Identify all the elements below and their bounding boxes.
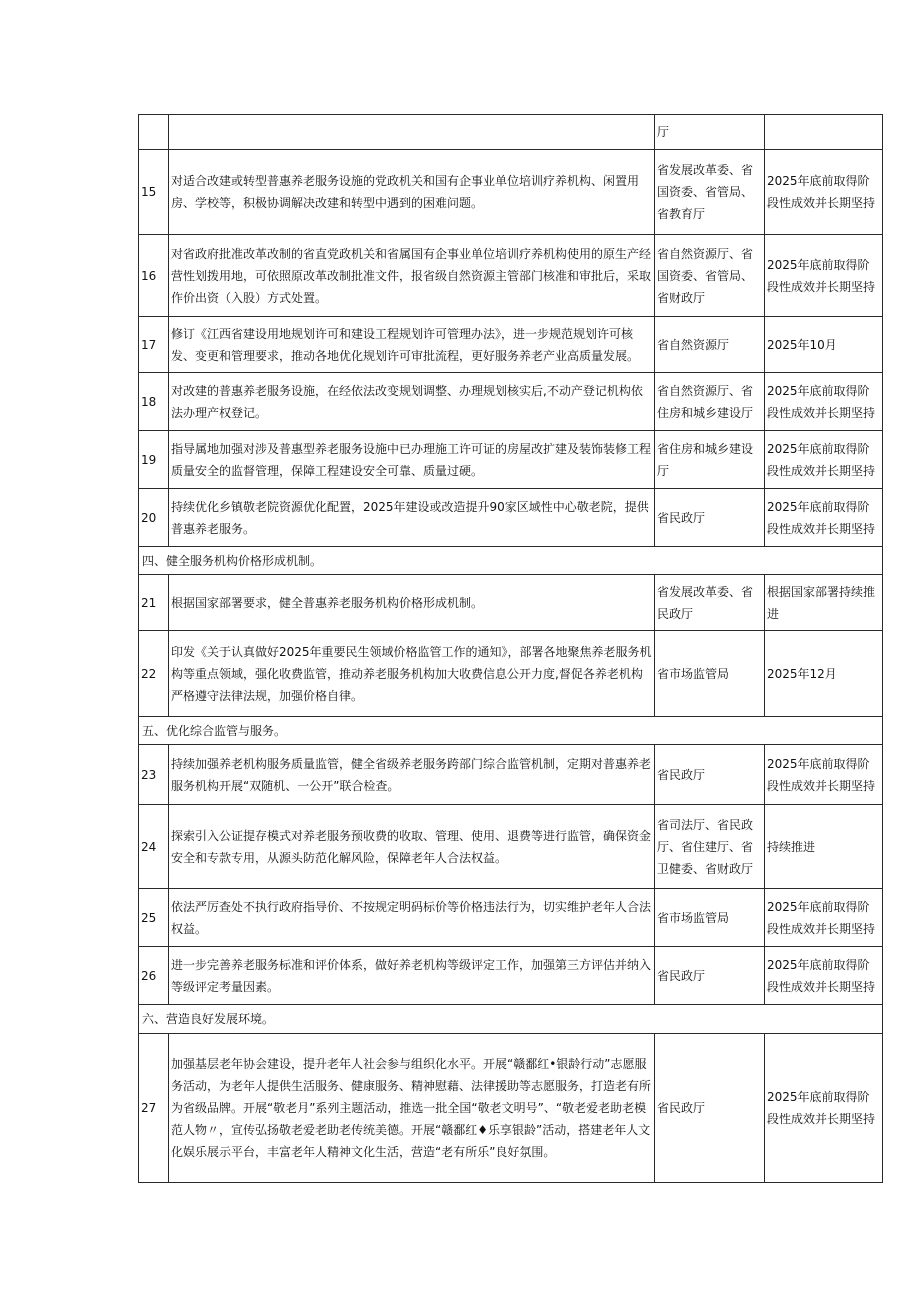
completion-time: 2025年底前取得阶段性成效并长期坚持 — [765, 150, 883, 235]
task-description: 对省政府批准改革改制的省直党政机关和省属国有企事业单位培训疗养机构使用的原生产经营性划拨用地，可依照原改革改制批准文件，报省级自然资源主管部门核准和审批后，采取作价出资（入股）方式处置。 — [169, 235, 655, 317]
responsible-department: 省自然资源厅 — [655, 317, 765, 373]
completion-time: 根据国家部署持续推进 — [765, 575, 883, 631]
task-description: 依法严厉查处不执行政府指导价、不按规定明码标价等价格违法行为，切实维护老年人合法权益。 — [169, 889, 655, 947]
completion-time — [765, 115, 883, 150]
task-number: 18 — [139, 373, 169, 431]
table-row — [139, 489, 883, 547]
task-description: 进一步完善养老服务标准和评价体系，做好养老机构等级评定工作，加强第三方评估并纳入等级评定考量因素。 — [169, 947, 655, 1005]
completion-time: 2025年底前取得阶段性成效并长期坚持 — [765, 431, 883, 489]
table-row — [139, 631, 883, 717]
completion-time: 2025年12月 — [765, 631, 883, 717]
task-number — [139, 115, 169, 150]
responsible-department: 省住房和城乡建设厅 — [655, 431, 765, 489]
completion-time: 2025年底前取得阶段性成效并长期坚持 — [765, 489, 883, 547]
responsible-department: 省司法厅、省民政厅、省住建厅、省卫健委、省财政厅 — [655, 805, 765, 889]
task-number: 17 — [139, 317, 169, 373]
task-description: 探索引入公证提存模式对养老服务预收费的收取、管理、使用、退费等进行监管，确保资金安全和专款专用，从源头防范化解风险，保障老年人合法权益。 — [169, 805, 655, 889]
task-description: 根据国家部署要求，健全普惠养老服务机构价格形成机制。 — [169, 575, 655, 631]
responsible-department: 省自然资源厅、省住房和城乡建设厅 — [655, 373, 765, 431]
task-description: 持续加强养老机构服务质量监管，健全省级养老服务跨部门综合监管机制，定期对普惠养老服务机构开展“双随机、一公开”联合检查。 — [169, 745, 655, 805]
completion-time: 2025年底前取得阶段性成效并长期坚持 — [765, 889, 883, 947]
task-number: 24 — [139, 805, 169, 889]
table-row — [139, 745, 883, 805]
table-row — [139, 373, 883, 431]
completion-time: 2025年底前取得阶段性成效并长期坚持 — [765, 235, 883, 317]
task-number: 25 — [139, 889, 169, 947]
task-description: 持续优化乡镇敬老院资源优化配置，2025年建设或改造提升90家区域性中心敬老院，提供普惠养老服务。 — [169, 489, 655, 547]
task-number: 27 — [139, 1034, 169, 1183]
task-number: 26 — [139, 947, 169, 1005]
table-row — [139, 115, 883, 150]
task-description: 指导属地加强对涉及普惠型养老服务设施中已办理施工许可证的房屋改扩建及装饰装修工程质量安全的监督管理，保障工程建设安全可靠、质量过硬。 — [169, 431, 655, 489]
section-heading: 四、健全服务机构价格形成机制。 — [139, 547, 883, 575]
task-description: 对改建的普惠养老服务设施，在经依法改变规划调整、办理规划核实后,不动产登记机构依法办理产权登记。 — [169, 373, 655, 431]
task-description: 对适合改建或转型普惠养老服务设施的党政机关和国有企事业单位培训疗养机构、闲置用房、学校等，积极协调解决改建和转型中遇到的困难问题。 — [169, 150, 655, 235]
table-row — [139, 431, 883, 489]
section-heading: 五、优化综合监管与服务。 — [139, 717, 883, 745]
responsible-department: 厅 — [655, 115, 765, 150]
responsible-department: 省民政厅 — [655, 745, 765, 805]
responsible-department: 省市场监管局 — [655, 631, 765, 717]
table-row — [139, 317, 883, 373]
task-number: 20 — [139, 489, 169, 547]
section-heading-row — [139, 717, 883, 745]
section-heading: 六、营造良好发展环境。 — [139, 1005, 883, 1034]
completion-time: 2025年底前取得阶段性成效并长期坚持 — [765, 373, 883, 431]
table-row — [139, 150, 883, 235]
task-description: 修订《江西省建设用地规划许可和建设工程规划许可管理办法》，进一步规范规划许可核发、变更和管理要求，推动各地优化规划许可审批流程，更好服务养老产业高质量发展。 — [169, 317, 655, 373]
table-row — [139, 889, 883, 947]
task-description: 印发《关于认真做好2025年重要民生领域价格监管工作的通知》，部署各地聚焦养老服务机构等重点领域，强化收费监管，推动养老服务机构加大收费信息公开力度,督促各养老机构严格遵守法律法规，加强价格自律。 — [169, 631, 655, 717]
section-heading-row — [139, 547, 883, 575]
responsible-department: 省民政厅 — [655, 947, 765, 1005]
completion-time: 2025年底前取得阶段性成效并长期坚持 — [765, 1034, 883, 1183]
completion-time: 2025年10月 — [765, 317, 883, 373]
responsible-department: 省市场监管局 — [655, 889, 765, 947]
responsible-department: 省发展改革委、省民政厅 — [655, 575, 765, 631]
completion-time: 2025年底前取得阶段性成效并长期坚持 — [765, 947, 883, 1005]
completion-time: 持续推进 — [765, 805, 883, 889]
table-row — [139, 805, 883, 889]
completion-time: 2025年底前取得阶段性成效并长期坚持 — [765, 745, 883, 805]
responsible-department: 省民政厅 — [655, 489, 765, 547]
task-number: 16 — [139, 235, 169, 317]
table-row — [139, 1034, 883, 1183]
task-table — [138, 114, 883, 1183]
table-row — [139, 947, 883, 1005]
responsible-department: 省民政厅 — [655, 1034, 765, 1183]
task-number: 21 — [139, 575, 169, 631]
task-number: 15 — [139, 150, 169, 235]
section-heading-row — [139, 1005, 883, 1034]
task-description — [169, 115, 655, 150]
task-table-body — [139, 115, 883, 1183]
task-description: 加强基层老年协会建设，提升老年人社会参与组织化水平。开展“赣鄱红•银龄行动”志愿服务活动，为老年人提供生活服务、健康服务、精神慰藉、法律援助等志愿服务，打造老有所为省级品牌。开展“敬老月”系列主题活动，推选一批全国“敬老文明号”、“敬老爱老助老模范人物〃，宣传弘扬敬老爱老助老传统美德。开展“赣鄱红♦乐享银龄”活动，搭建老年人文化娱乐展示平台，丰富老年人精神文化生活，营造“老有所乐”良好氛围。 — [169, 1034, 655, 1183]
task-number: 19 — [139, 431, 169, 489]
task-number: 23 — [139, 745, 169, 805]
responsible-department: 省发展改革委、省国资委、省管局、省教育厅 — [655, 150, 765, 235]
responsible-department: 省自然资源厅、省国资委、省管局、省财政厅 — [655, 235, 765, 317]
task-number: 22 — [139, 631, 169, 717]
table-row — [139, 575, 883, 631]
table-row — [139, 235, 883, 317]
